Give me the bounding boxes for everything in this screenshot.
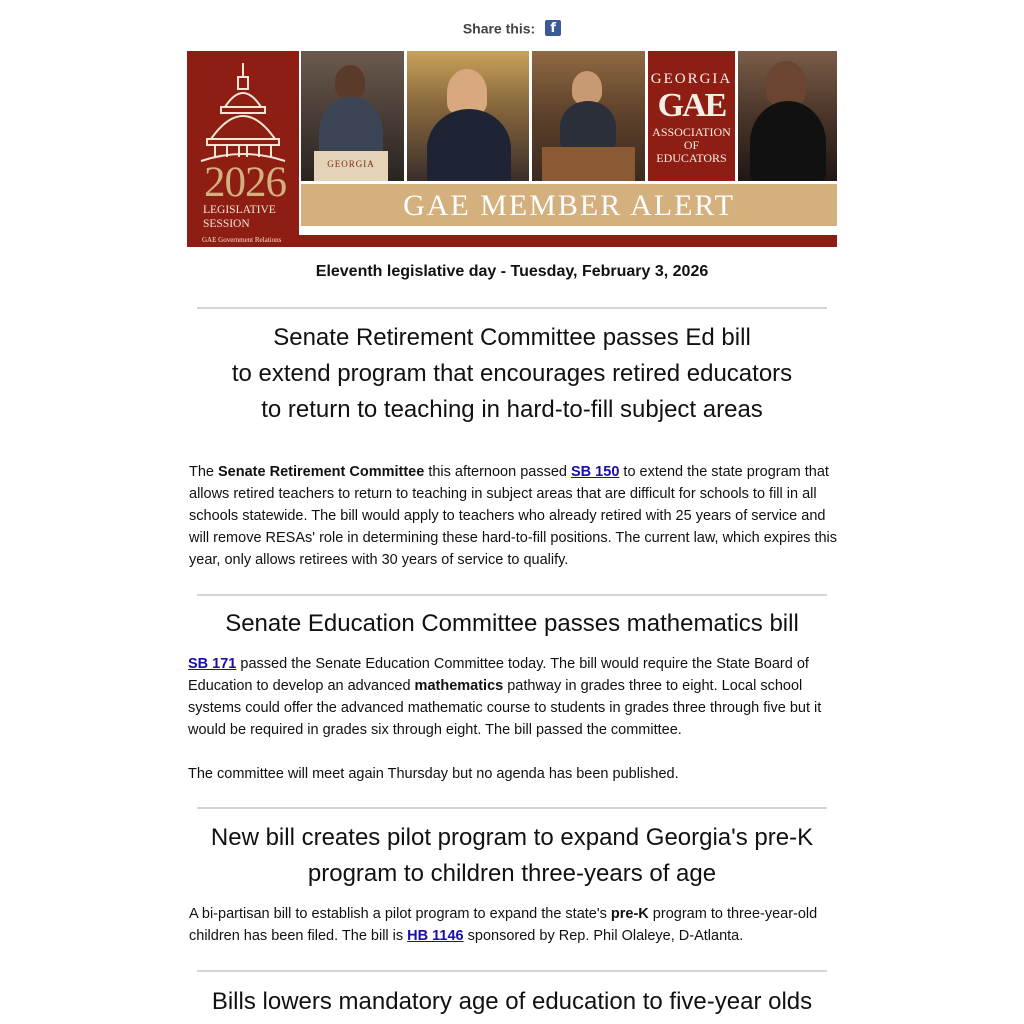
article-1-headline: Senate Retirement Committee passes Ed bill to extend program that encourages retired educators to return to teaching in hard-to-fill subject areas [231, 324, 793, 423]
sb-171-link[interactable]: SB 171 [188, 656, 237, 672]
podium: GEORGIA [314, 151, 388, 181]
article-3-body: A bi-partisan bill to establish a pilot program to expand the state's pre-K program to three-year-old children has been filed. The bill is HB 1146 sponsored by Rep. Phil Olaleye, D-Atlanta. [189, 906, 818, 944]
share-label: Share this: [462, 20, 536, 37]
article-2-note: The committee will meet again Thursday but no agenda has been published. [188, 766, 679, 782]
divider [197, 807, 827, 809]
article-4-headline: Bills lowers mandatory age of education to five-year olds [211, 988, 813, 1015]
legislator-photo-2 [407, 51, 529, 181]
article-3-headline: New bill creates pilot program to expand Georgia's pre-K program to children three-years of age [210, 824, 814, 887]
gae-logo: GEORGIA GAE ASSOCIATION OF EDUCATORS [648, 51, 735, 181]
divider [197, 307, 827, 309]
article-2-body: SB 171 passed the Senate Education Committee today. The bill would require the State Board of Education to develop an advanced mathematics pathway in grades three to eight. Local school systems could offer the advanced mathematic course to students in grades three through five but it would be required in grades six through eight. The bill passed the committee. [188, 656, 822, 738]
session-panel [187, 51, 299, 235]
hb-1146-link[interactable]: HB 1146 [407, 928, 464, 944]
member-alert-title: GAE MEMBER ALERT [301, 184, 837, 226]
legislator-photo-3 [532, 51, 645, 181]
divider [197, 970, 827, 972]
session-year: 2026 [204, 159, 286, 206]
legislator-photo-4 [738, 51, 837, 181]
facebook-icon[interactable]: f [545, 20, 561, 36]
share-bar [0, 19, 1024, 36]
dateline: Eleventh legislative day - Tuesday, February 3, 2026 [315, 263, 709, 280]
legislator-photo-1 [301, 51, 404, 181]
banner-footer: GAE Government Relations [187, 235, 837, 247]
article-1-body: The Senate Retirement Committee this afternoon passed SB 150 to extend the state program that allows retired teachers to return to teaching in subject areas that are difficult for schools to fill in all schools statewide. The bill would apply to teachers who already retired with 25 years of service and will remove RESAs' role in determining these hard-to-fill positions. The current law, which expires this year, only allows retirees with 30 years of service to qualify. [189, 464, 838, 568]
header-banner [187, 51, 837, 247]
sb-150-link[interactable]: SB 150 [571, 464, 620, 480]
session-label: LEGISLATIVE SESSION [203, 204, 276, 230]
article-2-headline: Senate Education Committee passes mathematics bill [225, 610, 799, 637]
divider [197, 594, 827, 596]
